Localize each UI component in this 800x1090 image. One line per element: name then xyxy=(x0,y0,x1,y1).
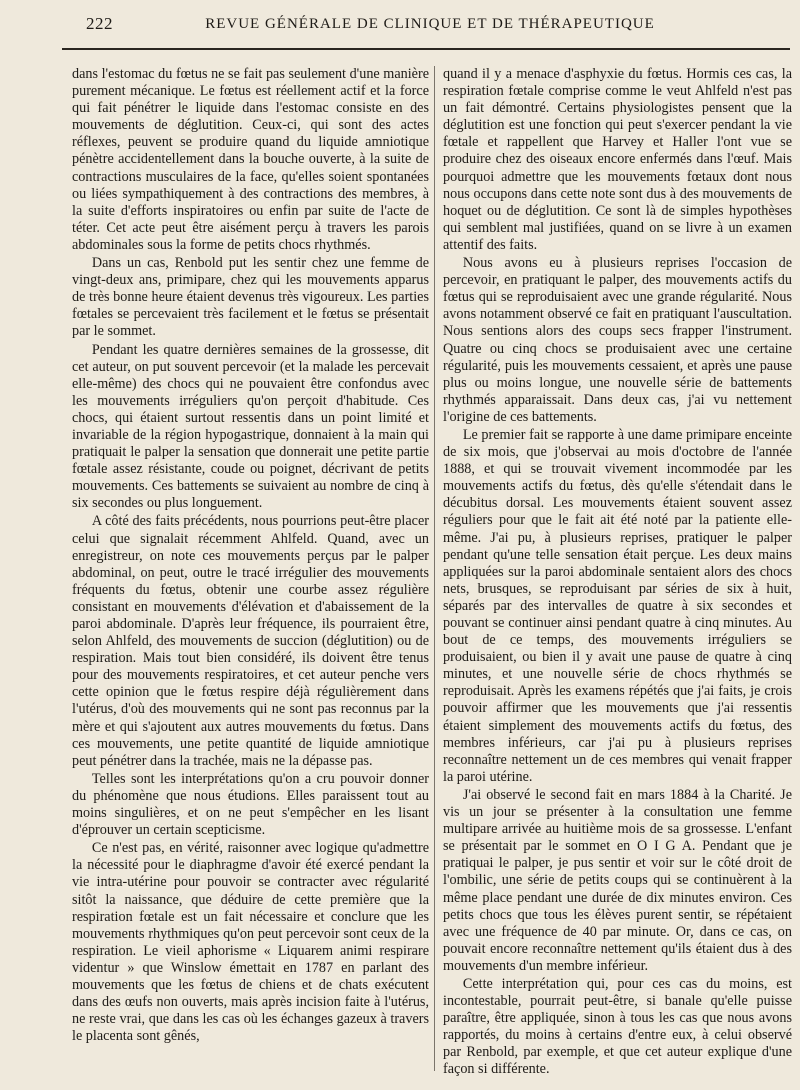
paragraph: A côté des faits précédents, nous pourrions peut-être placer celui que signalait récemment Ahlfeld. Quand, avec un enregistreur, on note ces mouvements perçus par le palper abdominal, on peut, outre le tracé irrégulier des mouvements fréquents du fœtus, obtenir une courbe assez régulière consistant en mouvements d'élévation et d'abaissement de la paroi abdominale. D'après leur fréquence, ils pourraient être, selon Ahlfeld, des mouvements de succion (déglutition) ou de respiration. Mais tout bien considéré, ils doivent être tenus pour des mouvements respiratoires, et cet auteur penche vers cette opinion que le fœtus respire déjà régulièrement dans l'utérus, d'où des mouvements qui ne sont pas reconnus par la mère et qui s'ajoutent aux autres mouvements du fœtus. Dans ces mouvements, une petite quantité de liquide amniotique peut pénétrer dans la trachée, mais ne la dépasse pas. xyxy=(72,513,429,769)
paragraph: Le premier fait se rapporte à une dame primipare enceinte de six mois, que j'observai au mois d'octobre de l'année 1888, et qui se trouvait vivement incommodée par les mouvements actifs du fœtus, dès qu'elle s'étendait dans le décubitus dorsal. Les mouvements étaient souvent assez réguliers pour que le fait ait été noté par la patiente elle-même. J'ai pu, à plusieurs reprises, pratiquer le palper pendant qu'une telle sensation était perçue. Les deux mains appliquées sur la paroi abdominale sentaient alors des chocs nets, brusques, se reproduisant par séries de six à huit, séparés par des intervalles de quatre à six secondes et pouvant se continuer ainsi pendant quatre à cinq minutes. Au bout de ce temps, des mouvements irréguliers se produisaient, ou bien il y avait une pause de quatre à cinq minutes, et une nouvelle série de chocs rhythmés se reproduisait. Après les examens répétés que j'ai faits, je crois pouvoir affirmer que les mouvements que j'ai ressentis étaient simplement des mouvements actifs du fœtus, des membres inférieurs, car j'ai pu à plusieurs reprises reconnaître nettement un de ces membres qui venait frapper la paroi utérine. xyxy=(443,426,792,785)
paragraph: J'ai observé le second fait en mars 1884 à la Charité. Je vis un jour se présenter à la consultation une femme multipare arrivée au huitième mois de sa grossesse. L'enfant se présentait par le sommet en O I G A. Pendant que je pratiquai le palper, je pus sentir et voir sur le côté droit de l'ombilic, une série de petits coups qui se continuèrent à la même place pendant une durée de dix minutes environ. Ces petits chocs que tous les élèves purent sentir, se répétaient avec une fréquence de 40 par minute. Or, dans ce cas, on pouvait encore reconnaître nettement qu'ils étaient dus à des mouvements d'un membre inférieur. xyxy=(443,786,792,974)
paragraph: Nous avons eu à plusieurs reprises l'occasion de percevoir, en pratiquant le palper, des mouvements actifs du fœtus qui se reproduisaient avec une grande régularité. Nous avons notamment observé ce fait en pratiquant l'auscultation. Nous sentions alors des coups secs frapper l'instrument. Quatre ou cinq chocs se produisaient avec une certaine régularité, puis les mouvements cessaient, et après une pause plus ou moins longue, une nouvelle série de battements rhythmés apparaissait. Dans deux cas, j'ai vu nettement l'origine de ces battements. xyxy=(443,255,792,425)
column-right xyxy=(443,66,792,1076)
column-separator xyxy=(434,66,435,1071)
column-left xyxy=(72,66,429,1076)
paragraph: Dans un cas, Renbold put les sentir chez une femme de vingt-deux ans, primipare, chez qui les mouvements apparus de très bonne heure étaient devenus très vigoureux. Les parties fœtales se percevaient très facilement et le fœtus se présentait par le sommet. xyxy=(72,255,429,340)
paragraph: Cette interprétation qui, pour ces cas du moins, est incontestable, pourrait peut-être, si banale qu'elle puisse paraître, être appliquée, sinon à tous les cas que nous avons rapportés, du moins à certains d'entre eux, à celui observé par Renbold, par exemple, et que cet auteur explique d'une façon si différente. xyxy=(443,975,792,1076)
paragraph: dans l'estomac du fœtus ne se fait pas seulement d'une manière purement mécanique. Le fœtus est réellement actif et la force qui fait pénétrer le liquide dans l'estomac consiste en des mouvements de déglutition. Ceux-ci, qui sont des actes réflexes, peuvent se produire quand du liquide amniotique pénètre accidentellement dans la bouche ouverte, à la suite de contractions musculaires de la face, qu'elles soient spontanées ou liées sympathiquement à des contractions des membres, à la suite d'efforts inspiratoires ou enfin par suite de l'acte de téter. Cet acte peut être aisément perçu à travers les parois abdominales sous la forme de petits chocs rhythmés. xyxy=(72,66,429,253)
page-number: 222 xyxy=(86,14,113,33)
paragraph: Ce n'est pas, en vérité, raisonner avec logique qu'admettre la nécessité pour le diaphragme d'avoir été exercé pendant la vie intra-utérine pour pouvoir se contracter avec régularité sitôt la naissance, que déduire de cette première que la respiration fœtale est un fait nécessaire et conclure que les mouvements rhythmiques qu'on peut percevoir sont ceux de la respiration. Le vieil aphorisme « Liquarem animi respirare videntur » que Winslow émettait en 1787 en parlant des mouvements que les fœtus de chiens et de chats exécutent dans des œufs non ouverts, mais après incision faite à l'utérus, ne reste vrai, que dans les cas où les échanges gazeux à travers le placenta sont gênés, xyxy=(72,840,429,1045)
paragraph: Pendant les quatre dernières semaines de la grossesse, dit cet auteur, on put souvent percevoir (et la malade les percevait elle-même) des chocs qui ne pouvaient être confondus avec les mouvements irréguliers qu'on perçoit d'habitude. Ces chocs, qui étaient surtout ressentis dans un point limité et invariable de la région hypogastrique, donnaient à la main qui pratiquait le palper la sensation que donnerait une petite partie fœtale assez résistante, coude ou poignet, décrivant de petits mouvements. Ces battements se suivaient au nombre de cinq à six secondes ou plus longuement. xyxy=(72,341,429,512)
paragraph: quand il y a menace d'asphyxie du fœtus. Hormis ces cas, la respiration fœtale comprise comme le veut Ahlfeld n'est pas un fait démontré. Certains physiologistes pensent que la déglutition est une fonction qui peut s'exercer pendant la vie fœtale et rappellent que Harvey et Haller l'ont vue se produire chez des oiseaux encore enfermés dans l'œuf. Mais pourquoi admettre que les mouvements fœtaux dont nous nous occupons dans cette note sont dus à des mouvements de hoquet ou de déglutition. Ce sont là de simples hypothèses qui semblent mal justifiées, quand on se livre à un examen attentif des faits. xyxy=(443,66,792,253)
paragraph: Telles sont les interprétations qu'on a cru pouvoir donner du phénomène que nous étudions. Elles paraissent tout au moins singulières, et on ne peut s'empêcher en les lisant d'éprouver un certain scepticisme. xyxy=(72,770,429,839)
header-rule xyxy=(62,48,790,50)
running-head: REVUE GÉNÉRALE DE CLINIQUE ET DE THÉRAPEUTIQUE xyxy=(205,16,655,32)
